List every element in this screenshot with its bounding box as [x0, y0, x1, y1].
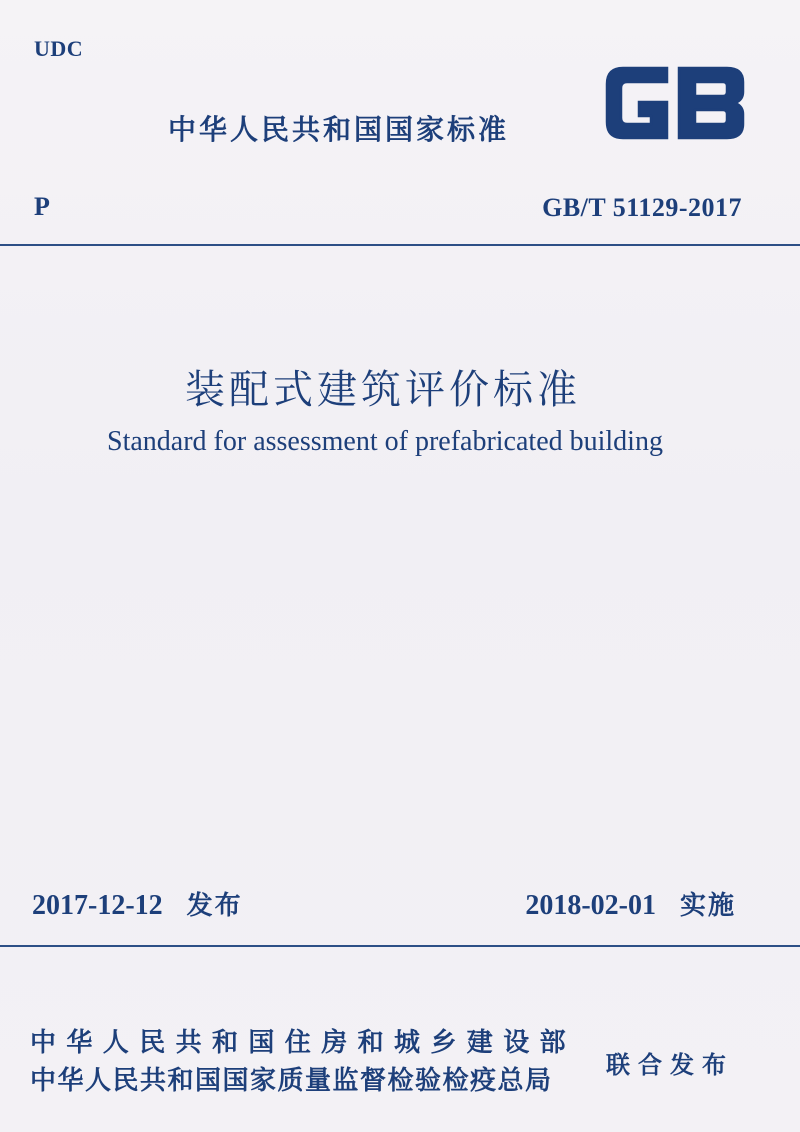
udc-label: UDC [34, 36, 84, 61]
document-title-english: Standard for assessment of prefabricated building [107, 426, 663, 457]
header-divider [0, 244, 800, 246]
gb-logo-icon [601, 60, 749, 146]
implementation-label: 实施 [679, 891, 736, 921]
implementation-date-row [525, 885, 736, 922]
issue-date: 2017-12-12 [32, 890, 163, 921]
issuer-quality-supervision: 中华人民共和国国家质量监督检验检疫总局 [30, 1066, 553, 1096]
joint-issue-label: 联合发布 [606, 1051, 734, 1079]
footer-divider [0, 945, 800, 947]
issuer-ministry-housing: 中华人民共和国住房和城乡建设部 [30, 1028, 577, 1058]
standard-number: GB/T 51129-2017 [542, 193, 742, 222]
classification-letter: P [34, 192, 50, 221]
document-title-chinese: 装配式建筑评价标准 [185, 367, 581, 413]
standard-type-heading: 中华人民共和国国家标准 [168, 113, 510, 146]
implementation-date: 2018-02-01 [525, 890, 656, 921]
issuing-authorities [30, 1024, 576, 1100]
issue-date-row [32, 885, 243, 922]
issue-label: 发布 [186, 891, 243, 921]
